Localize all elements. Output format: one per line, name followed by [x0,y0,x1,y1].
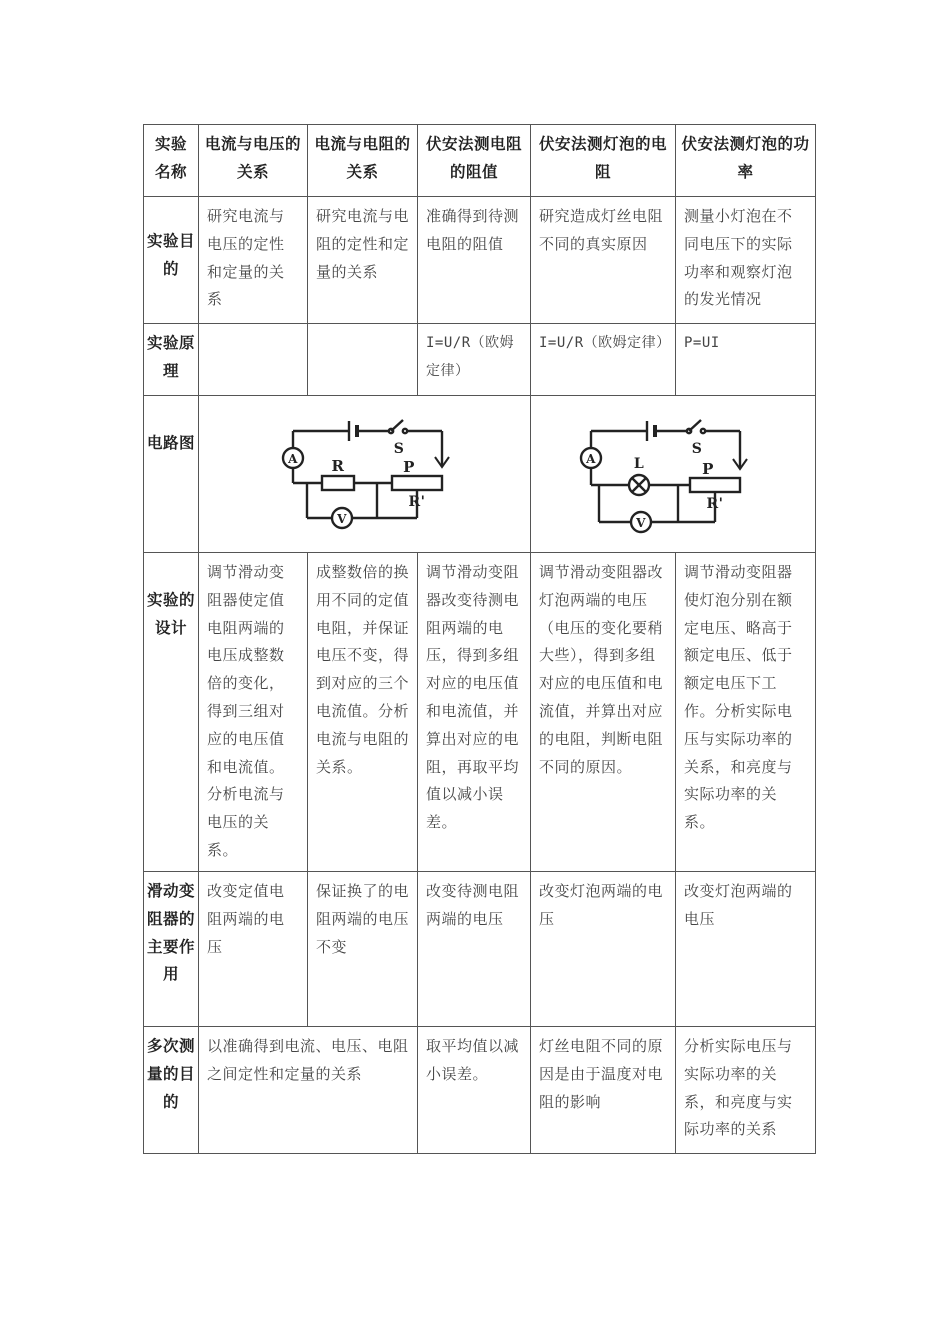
purpose-cell-1: 研究电流与电压的定性和定量的关系 [199,197,308,324]
principle-row [144,324,816,396]
row-label-experiment-name: 实验名称 [144,125,199,197]
row-label-principle: 实验原理 [144,324,199,396]
purpose-row [144,197,816,324]
design-cell-2: 成整数倍的换用不同的定值电阻，并保证电压不变，得到对应的三个电流值。分析电流与电阻的关系。 [308,553,418,872]
principle-cell-1 [199,324,308,396]
principle-cell-2 [308,324,418,396]
row-label-design: 实验的设计 [144,553,199,872]
lamp-label: L [633,455,645,472]
rheostat-cell-2: 保证换了的电阻两端的电压不变 [308,872,418,1027]
design-cell-4: 调节滑动变阻器改灯泡两端的电压（电压的变化要稍大些），得到多组对应的电压值和电流值，并算出对应的电阻，判断电阻不同的原因。 [531,553,676,872]
header-row [144,125,816,197]
principle-cell-4: I=U/R（欧姆定律） [531,324,676,396]
resistor-label: R [331,456,345,475]
purpose-cell-2: 研究电流与电阻的定性和定量的关系 [308,197,418,324]
slider-label: P [403,457,415,476]
circuit-row [144,396,816,553]
repeat-row [144,1027,816,1154]
repeat-cell-1: 以准确得到电流、电压、电阻之间定性和定量的关系 [199,1027,418,1154]
design-cell-3: 调节滑动变阻器改变待测电阻两端的电压，得到多组对应的电压值和电流值，并算出对应的电阻，再取平均值以减小误差。 [418,553,531,872]
repeat-cell-3: 灯丝电阻不同的原因是由于温度对电阻的影响 [531,1027,676,1154]
ammeter-label: A [586,451,596,466]
column-header-3: 伏安法测电阻的阻值 [418,125,531,197]
design-cell-1: 调节滑动变阻器使定值电阻两端的电压成整数倍的变化，得到三组对应的电压值和电流值。分析电流与电压的关系。 [199,553,308,872]
rheostat-label: R' [408,493,426,510]
experiment-table [143,124,816,1154]
row-label-purpose: 实验目的 [144,197,199,324]
rheostat-icon [690,478,740,492]
row-label-circuit: 电路图 [144,396,199,553]
rheostat-label: R' [706,495,724,512]
row-label-repeat-purpose: 多次测量的目的 [144,1027,199,1154]
repeat-cell-2: 取平均值以减小误差。 [418,1027,531,1154]
switch-terminal [403,428,407,432]
rheostat-cell-4: 改变灯泡两端的电压 [531,872,676,1027]
rheostat-row [144,872,816,1027]
purpose-cell-4: 研究造成灯丝电阻不同的真实原因 [531,197,676,324]
repeat-cell-4: 分析实际电压与实际功率的关系，和亮度与实际功率的关系 [676,1027,816,1154]
design-cell-5: 调节滑动变阻器使灯泡分别在额定电压、略高于额定电压、低于额定电压下工作。分析实际电压与实际功率的关系，和亮度与实际功率的关系。 [676,553,816,872]
rheostat-cell-1: 改变定值电阻两端的电压 [199,872,308,1027]
ammeter-label: A [288,451,298,466]
switch-lever [391,420,403,431]
column-header-5: 伏安法测灯泡的功率 [676,125,816,197]
circuit-diagram-lamp-cell [531,396,816,553]
circuit-diagram-resistor-cell [199,396,531,553]
row-label-rheostat-role: 滑动变阻器的主要作用 [144,872,199,1027]
switch-lever [689,420,701,431]
rheostat-cell-3: 改变待测电阻两端的电压 [418,872,531,1027]
rheostat-icon [392,476,442,490]
switch-terminal [701,428,705,432]
circuit-diagram-lamp [575,412,755,537]
slider-label: P [702,459,714,478]
voltmeter-label: V [337,511,347,526]
switch-label: S [691,440,703,457]
resistor-icon [322,476,354,490]
design-row [144,553,816,872]
rheostat-cell-5: 改变灯泡两端的电压 [676,872,816,1027]
voltmeter-label: V [636,515,646,530]
principle-cell-3: I=U/R（欧姆定律） [418,324,531,396]
purpose-cell-5: 测量小灯泡在不同电压下的实际功率和观察灯泡的发光情况 [676,197,816,324]
column-header-4: 伏安法测灯泡的电阻 [531,125,676,197]
principle-cell-5: P=UI [676,324,816,396]
column-header-2: 电流与电阻的关系 [308,125,418,197]
column-header-1: 电流与电压的关系 [199,125,308,197]
purpose-cell-3: 准确得到待测电阻的阻值 [418,197,531,324]
circuit-diagram-resistor [277,412,457,537]
switch-label: S [393,440,405,457]
